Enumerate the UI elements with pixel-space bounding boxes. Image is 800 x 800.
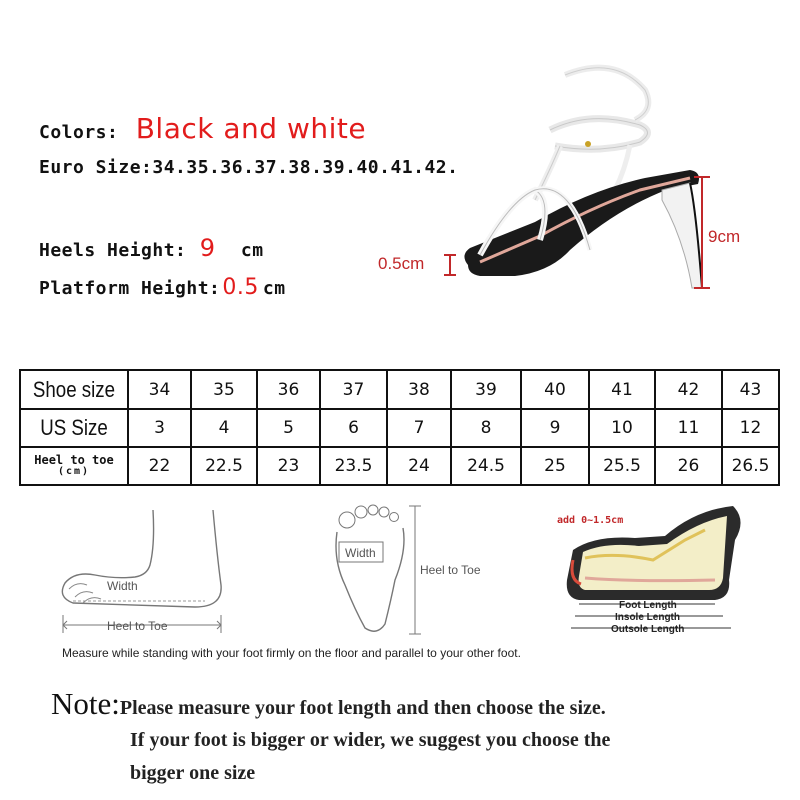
heel-to-toe-header (20, 447, 128, 485)
heel-to-toe-cell: 22.5 (191, 447, 257, 485)
shoe-size-cell: 42 (655, 370, 722, 409)
shoe-cross-section-diagram (555, 500, 755, 645)
colors-row (39, 112, 366, 145)
us-size-cell: 4 (191, 409, 257, 447)
us-size-header: US Size (28, 409, 120, 447)
platform-height-row (39, 275, 286, 300)
heel-to-toe-cell: 26.5 (722, 447, 779, 485)
foot-top-diagram (325, 500, 510, 640)
us-size-row (20, 409, 779, 447)
colors-value: Black and white (135, 112, 367, 145)
shoe-size-cell: 37 (320, 370, 387, 409)
heel-to-toe-unit: (cm) (57, 466, 91, 477)
insole-length-label: Insole Length (615, 612, 680, 623)
shoe-size-cell: 40 (521, 370, 589, 409)
us-size-cell: 9 (521, 409, 589, 447)
note-line-2: If your foot is bigger or wider, we suggest you choose the (130, 729, 611, 751)
us-size-cell: 7 (387, 409, 451, 447)
size-table (19, 369, 780, 486)
shoe-size-cell: 39 (451, 370, 521, 409)
euro-size-row (39, 157, 458, 178)
platform-height-unit: cm (262, 278, 286, 299)
us-size-cell: 11 (655, 409, 722, 447)
foot-side-diagram (55, 505, 235, 640)
heel-to-toe-cell: 23.5 (320, 447, 387, 485)
side-heel-to-toe-label: Heel to Toe (107, 619, 168, 633)
heel-to-toe-cell: 25.5 (589, 447, 655, 485)
heel-to-toe-cell: 22 (128, 447, 191, 485)
heel-to-toe-cell: 25 (521, 447, 589, 485)
us-size-cell: 10 (589, 409, 655, 447)
note-label: Note: (51, 686, 120, 721)
platform-height-label: Platform Height: (39, 278, 221, 299)
top-heel-to-toe-label: Heel to Toe (420, 563, 481, 577)
us-size-cell: 12 (722, 409, 779, 447)
note-line-1: Please measure your foot length and then choose the size. (119, 697, 606, 719)
shoe-size-row (20, 370, 779, 409)
platform-height-value: 0.5 (222, 275, 259, 300)
measure-caption: Measure while standing with your foot firmly on the floor and parallel to your other foot. (62, 646, 521, 660)
heels-height-row (39, 234, 264, 262)
shoe-size-cell: 35 (191, 370, 257, 409)
outsole-length-label: Outsole Length (611, 624, 685, 635)
side-width-label: Width (107, 579, 138, 593)
heels-height-label: Heels Height: (39, 240, 187, 261)
heels-height-unit: cm (240, 240, 264, 261)
heel-to-toe-cell: 23 (257, 447, 320, 485)
shoe-size-cell: 34 (128, 370, 191, 409)
us-size-cell: 8 (451, 409, 521, 447)
note-block (51, 686, 606, 722)
shoe-size-cell: 41 (589, 370, 655, 409)
heel-to-toe-cell: 24.5 (451, 447, 521, 485)
add-length-label: add 0~1.5cm (557, 515, 624, 526)
platform-measure-bracket (440, 252, 460, 278)
shoe-size-header: Shoe size (28, 370, 120, 409)
heel-to-toe-label: Heel to toe (34, 453, 114, 467)
euro-size-label: Euro Size: (39, 157, 153, 178)
heel-to-toe-cell: 26 (655, 447, 722, 485)
heel-measure-label: 9cm (708, 227, 741, 246)
us-size-cell: 6 (320, 409, 387, 447)
shoe-size-cell: 38 (387, 370, 451, 409)
us-size-cell: 5 (257, 409, 320, 447)
foot-length-label: Foot Length (619, 600, 677, 611)
shoe-size-cell: 36 (257, 370, 320, 409)
heels-height-value: 9 (199, 234, 216, 262)
note-line-3: bigger one size (130, 762, 256, 784)
top-width-label: Width (345, 546, 376, 560)
platform-measure-label: 0.5cm (378, 254, 425, 273)
heel-to-toe-row (20, 447, 779, 485)
us-size-cell: 3 (128, 409, 191, 447)
heel-to-toe-cell: 24 (387, 447, 451, 485)
colors-label: Colors: (39, 122, 119, 143)
shoe-size-cell: 43 (722, 370, 779, 409)
euro-size-value: 34.35.36.37.38.39.40.41.42. (152, 157, 459, 178)
